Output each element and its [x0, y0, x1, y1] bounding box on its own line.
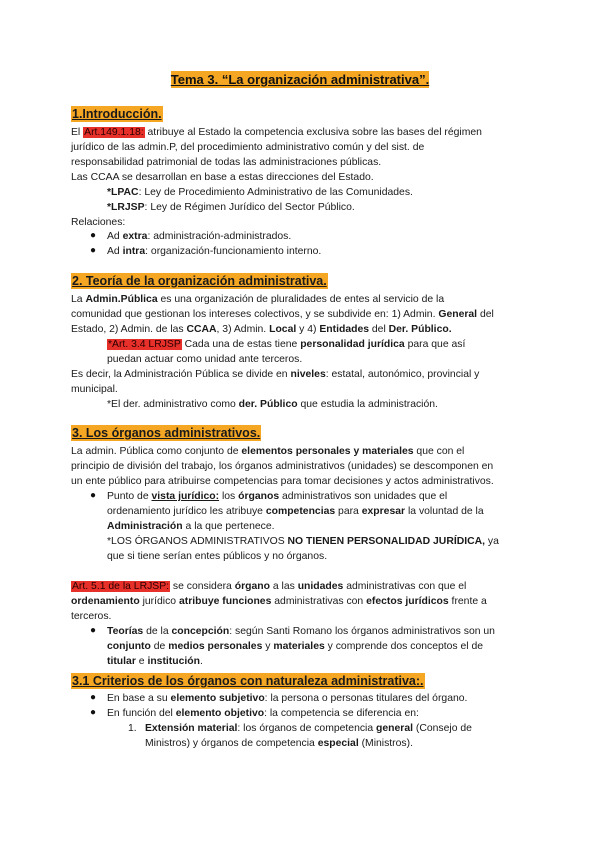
bullet-icon: ● — [90, 230, 97, 241]
s2-line-5: puedan actuar como unidad ante terceros. — [107, 354, 303, 365]
section-1-heading: 1.Introducción. — [72, 107, 162, 121]
s3-point-1: Punto de vista jurídico: los órganos administrativos son unidades que el — [107, 491, 448, 502]
s2-line-1: La Admin.Pública es una organización de pluralidades de entes al servicio de la — [71, 294, 445, 305]
section-3-heading: 3. Los órganos administrativos. — [72, 426, 261, 440]
s3-teorias-1: Teorías de la concepción: según Santi Romano los órganos administrativos son un — [107, 626, 495, 637]
s1-bullet-intra: Ad intra: organización-funcionamiento interno. — [107, 246, 322, 257]
bullet-icon: ● — [90, 707, 97, 718]
section-2-heading: 2. Teoría de la organización administrativa. — [72, 274, 327, 288]
s31-bullet-1: En base a su elemento subjetivo: la persona o personas titulares del órgano. — [107, 693, 468, 704]
s3-line-3: un ente público para atribuirse competencias para tomar decisiones y actos administrativos. — [71, 476, 494, 487]
s3-art-line-1: Art. 5.1 de la LRJSP: se considera órgano a las unidades administrativas con que el — [72, 581, 467, 592]
document-title: Tema 3. “La organización administrativa”. — [170, 72, 430, 87]
bullet-icon: ● — [90, 245, 97, 256]
s1-lrjsp: *LRJSP: Ley de Régimen Jurídico del Sector Público. — [107, 202, 355, 213]
s1-relaciones: Relaciones: — [71, 217, 126, 228]
s3-point-5: que si tiene serían entes públicos y no órganos. — [107, 551, 328, 562]
article-5-1-tag: Art. 5.1 de la LRJSP: — [72, 581, 170, 592]
s3-line-1: La admin. Pública como conjunto de elementos personales y materiales que con el — [71, 446, 465, 457]
article-3-4-tag: *Art. 3.4 LRJSP — [108, 339, 181, 350]
s2-line-6: Es decir, la Administración Pública se divide en niveles: estatal, autonómico, provincial y — [71, 369, 480, 380]
s31-num-marker: 1. — [128, 723, 137, 734]
s1-line-2: jurídico de las admin.P, del procedimiento administrativo común y del sist. de — [71, 142, 425, 153]
s3-point-3: Administración a la que pertenece. — [107, 521, 275, 532]
bullet-icon: ● — [90, 625, 97, 636]
article-149-tag: Art.149.1.18: — [84, 127, 144, 138]
s2-line-8: *El der. administrativo como der. Público que estudia la administración. — [107, 399, 438, 410]
s3-point-2: ordenamiento jurídico les atribuye competencias para expresar la voluntad de la — [107, 506, 484, 517]
bullet-icon: ● — [90, 490, 97, 501]
s2-line-7: municipal. — [71, 384, 118, 395]
s3-teorias-2: conjunto de medios personales y materiales y comprende dos conceptos el de — [107, 641, 484, 652]
s2-line-2: comunidad que gestionan los intereses colectivos, y se subdivide en: 1) Admin. General del — [71, 309, 494, 320]
s31-numbered-1: Extensión material: los órganos de competencia general (Consejo de — [145, 723, 472, 734]
s3-art-line-3: terceros. — [71, 611, 112, 622]
s2-line-4: *Art. 3.4 LRJSP Cada una de estas tiene personalidad jurídica para que así — [108, 339, 466, 350]
s3-line-2: principio de división del trabajo, los órganos administrativos (unidades) se descomponen en — [71, 461, 494, 472]
s1-bullet-extra: Ad extra: administración-administrados. — [107, 231, 292, 242]
section-3-1-heading: 3.1 Criterios de los órganos con naturaleza administrativa:. — [72, 674, 424, 688]
s1-line-3: responsabilidad patrimonial de todas las administraciones públicas. — [71, 157, 382, 168]
s31-bullet-2: En función del elemento objetivo: la competencia se diferencia en: — [107, 708, 419, 719]
s2-line-3: Estado, 2) Admin. de las CCAA, 3) Admin. Local y 4) Entidades del Der. Público. — [71, 324, 452, 335]
s3-teorias-3: titular e institución. — [107, 656, 203, 667]
s3-art-line-2: ordenamiento jurídico atribuye funciones administrativas con efectos jurídicos frente a — [71, 596, 487, 607]
s1-line-1: El Art.149.1.18: atribuye al Estado la competencia exclusiva sobre las bases del régimen — [71, 127, 482, 138]
s1-line-4: Las CCAA se desarrollan en base a estas direcciones del Estado. — [71, 172, 374, 183]
s31-numbered-2: Ministros) y órganos de competencia especial (Ministros). — [145, 738, 413, 749]
bullet-icon: ● — [90, 692, 97, 703]
s3-point-4: *LOS ÓRGANOS ADMINISTRATIVOS NO TIENEN PERSONALIDAD JURÍDICA, ya — [107, 536, 499, 547]
s1-lpac: *LPAC: Ley de Procedimiento Administrativo de las Comunidades. — [107, 187, 413, 198]
